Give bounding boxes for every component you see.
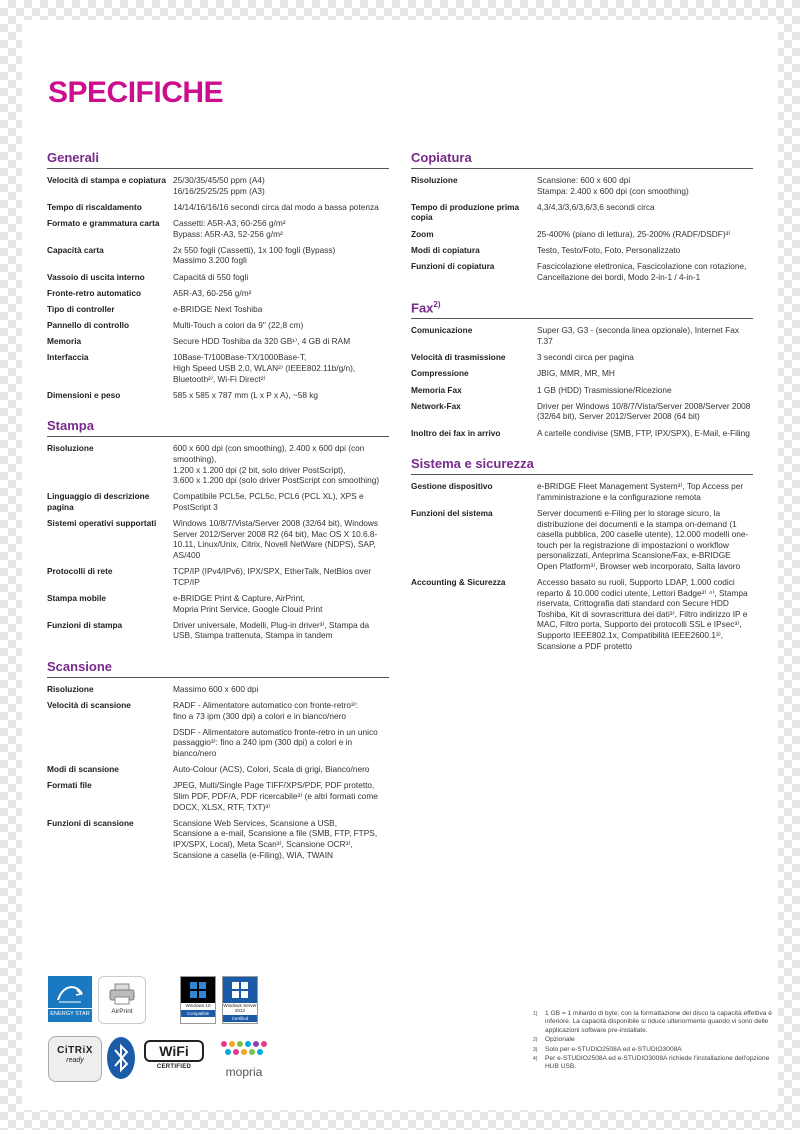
spec-value: 3 secondi circa per pagina — [537, 352, 634, 363]
spec-label: Memoria Fax — [411, 384, 462, 395]
spec-row — [47, 390, 389, 401]
energy-star-logo — [48, 976, 92, 1022]
windows-server-certified: Certified — [223, 1015, 257, 1022]
spec-label: Tempo di produzione prima copia — [411, 201, 520, 223]
spec-label: Comunicazione — [411, 325, 473, 336]
spec-row — [47, 764, 389, 775]
spec-row — [47, 593, 389, 614]
spec-label: Sistemi operativi supportati — [47, 518, 157, 529]
spec-value: RADF - Alimentatore automatico con fronte-retro³⁾: fino a 73 ipm (300 dpi) a colori e in bianco/nero — [173, 700, 359, 721]
spec-label: Funzioni di stampa — [47, 619, 123, 630]
certification-logos — [48, 976, 288, 1096]
airprint-logo — [98, 976, 146, 1024]
section-heading — [411, 456, 753, 475]
spec-row — [47, 320, 389, 331]
section-heading-text: Fax — [411, 300, 434, 316]
spec-value: Capacità di 550 fogli — [173, 271, 249, 282]
spec-value: Testo, Testo/Foto, Foto, Personalizzato — [537, 244, 681, 255]
section-copiatura — [411, 150, 753, 282]
spec-label: Velocità di stampa e copiatura — [47, 175, 166, 185]
spec-value: 585 x 585 x 787 mm (L x P x A), ~58 kg — [173, 389, 319, 400]
spec-label: Compressione — [411, 368, 469, 379]
spec-row — [47, 700, 389, 721]
spec-row — [47, 780, 389, 812]
spec-row — [411, 481, 753, 502]
right-column — [411, 150, 753, 669]
spec-value: A cartelle condivise (SMB, FTP, IPX/SPX), E-Mail, e-Filing — [537, 427, 750, 438]
spec-value: 14/14/16/16/16 secondi circa dal modo a bassa potenza — [173, 201, 379, 212]
section-heading — [47, 659, 389, 678]
footnote-text: Opzionale — [545, 1036, 575, 1044]
spec-label: Inoltro dei fax in arrivo — [411, 427, 501, 438]
spec-value: Secure HDD Toshiba da 320 GB¹⁾, 4 GB di RAM — [173, 336, 351, 347]
spec-label: Fronte-retro automatico — [47, 287, 142, 298]
footnote-marker: 2) — [433, 300, 441, 310]
spec-row — [411, 202, 753, 223]
spec-label: Interfaccia — [47, 352, 89, 363]
spec-row — [47, 218, 389, 239]
spec-value: e-BRIDGE Next Toshiba — [173, 303, 263, 314]
spec-value: e-BRIDGE Print & Capture, AirPrint, Mopria Print Service, Google Cloud Print — [173, 592, 323, 614]
spec-label: Risoluzione — [47, 683, 94, 694]
spec-row — [411, 368, 753, 379]
spec-value: 25/30/35/45/50 ppm (A4) 16/16/25/25/25 ppm (A3) — [173, 175, 265, 196]
spec-label: Funzioni di copiatura — [411, 260, 495, 271]
footnote-text: Solo per e-STUDIO2508A ed e-STUDIO3008A — [545, 1045, 682, 1053]
spec-label: Memoria — [47, 336, 82, 347]
spec-value: TCP/IP (IPv4/IPv6), IPX/SPX, EtherTalk, NetBios over TCP/IP — [173, 566, 372, 587]
spec-label: Tempo di riscaldamento — [47, 201, 142, 212]
spec-label: Capacità carta — [47, 244, 104, 255]
spec-row — [47, 620, 389, 641]
spec-label: Accounting & Sicurezza — [411, 577, 506, 588]
section-heading — [411, 150, 753, 169]
windows-server-2012-logo — [222, 976, 258, 1024]
spec-label: Linguaggio di descrizione pagina — [47, 491, 150, 512]
spec-value: Scansione: 600 x 600 dpi Stampa: 2.400 x 600 dpi (con smoothing) — [537, 175, 689, 196]
spec-row — [411, 352, 753, 363]
spec-label: Modi di copiatura — [411, 244, 480, 255]
wifi-label: WiFi — [144, 1040, 204, 1062]
spec-row — [47, 566, 389, 587]
wifi-certified-label: CERTIFIED — [156, 1064, 192, 1070]
spec-row — [411, 229, 753, 240]
footnote — [533, 1055, 773, 1072]
spec-value: 600 x 600 dpi (con smoothing), 2.400 x 600 dpi (con smoothing), 1.200 x 1.200 dpi (2 bit, solo driver PostScript), 3.600 x 1.200 dpi (solo driver PostScript con smoothing) — [173, 443, 380, 486]
windows-10-logo — [180, 976, 216, 1024]
section-heading — [47, 150, 389, 169]
spec-value: Fascicolazione elettronica, Fascicolazione con rotazione, Cancellazione dei bordi, Modo 2-in-1 / 4-in-1 — [537, 260, 747, 282]
spec-label: Gestione dispositivo — [411, 481, 493, 492]
spec-label: Funzioni del sistema — [411, 507, 493, 518]
section-heading-text: Stampa — [47, 418, 94, 434]
spec-row — [47, 352, 389, 384]
spec-value: Windows 10/8/7/Vista/Server 2008 (32/64 bit), Windows Server 2012/Server 2008 R2 (64 bit), Mac OS X 10.6.8-10.11, Linux/Unix, Citrix, Novell NetWare (NDPS), SAP, AS/400 — [173, 518, 379, 560]
spec-row — [411, 261, 753, 282]
left-column — [47, 150, 389, 878]
section-heading-text: Generali — [47, 150, 100, 165]
windows-10-compatible: Compatible — [181, 1010, 215, 1017]
spec-label: Pannello di controllo — [47, 320, 130, 331]
footnote — [533, 1010, 773, 1035]
spec-value: Massimo 600 x 600 dpi — [173, 683, 259, 694]
spec-value: 2x 550 fogli (Cassetti), 1x 100 fogli (Bypass) Massimo 3.200 fogli — [173, 244, 336, 266]
spec-label: Velocità di trasmissione — [411, 352, 506, 363]
spec-value: Auto-Colour (ACS), Colori, Scala di grigi, Bianco/nero — [173, 764, 370, 775]
spec-row — [411, 325, 753, 346]
spec-value: 4,3/4,3/3,6/3,6/3,6 secondi circa — [537, 201, 655, 212]
footnote — [533, 1036, 773, 1044]
spec-label: Modi di scansione — [47, 764, 119, 775]
spec-row — [47, 175, 389, 196]
spec-label: Protocolli di rete — [47, 566, 113, 577]
spec-label: Zoom — [411, 228, 434, 239]
spec-row — [47, 818, 389, 860]
citrix-label: CiTRiX — [57, 1045, 93, 1056]
spec-row — [411, 577, 753, 651]
section-fax — [411, 300, 753, 438]
spec-label: Formati file — [47, 780, 92, 791]
energy-star-label: ENERGY STAR — [48, 1008, 92, 1017]
section-heading-text: Copiatura — [411, 150, 472, 165]
spec-label: Network-Fax — [411, 400, 461, 411]
bluetooth-icon — [106, 1036, 136, 1080]
spec-row — [47, 491, 389, 512]
windows-icon — [232, 982, 248, 998]
spec-value: Multi-Touch a colori da 9" (22,8 cm) — [173, 320, 304, 331]
footnote-number: 2) — [533, 1037, 538, 1044]
spec-label: Dimensioni e peso — [47, 389, 121, 400]
spec-label — [47, 727, 173, 759]
spec-label: Formato e grammatura carta — [47, 217, 160, 228]
footnote-number: 4) — [533, 1056, 538, 1063]
mopria-label: mopria — [225, 1065, 263, 1079]
spec-row — [411, 428, 753, 439]
spec-value: A5R-A3, 60-256 g/m² — [173, 287, 252, 298]
section-stampa — [47, 418, 389, 640]
footnote-number: 3) — [533, 1046, 538, 1053]
spec-value: e-BRIDGE Fleet Management System³⁾, Top Access per l'amministrazione e la configurazione remota — [537, 481, 744, 502]
spec-value: Server documenti e-Filing per lo storage sicuro, la distribuzione dei documenti e la stampa on-demand (1 casella pubblica, 200 caselle utente), 12.000 modelli one-touch per la registrazione di impostazioni o workflow personalizzati, Anteprima Scansione/Fax, e-BRIDGE Open Platform³⁾, Browser web incorporato, Salta lavoro — [537, 507, 749, 571]
footnote-text: 1 GB = 1 miliardo di byte; con la formattazione del disco la capacità effettiva è inferiore. La capacità disponibile si riduce ulteriormente quando vi sono delle applicazioni software pre-installate. — [545, 1010, 772, 1034]
section-heading — [411, 300, 753, 319]
spec-row — [411, 175, 753, 196]
section-sistema-e-sicurezza — [411, 456, 753, 651]
page-title: SPECIFICHE — [48, 76, 224, 109]
mopria-logo — [212, 1038, 276, 1082]
footnotes — [533, 1010, 773, 1073]
spec-row — [47, 288, 389, 299]
spec-value: Super G3, G3 - (seconda linea opzionale), Internet Fax T.37 — [537, 325, 740, 347]
airprint-label: AirPrint — [111, 1008, 133, 1015]
spec-row — [411, 245, 753, 256]
spec-value: DSDF - Alimentatore automatico fronte-retro in un unico passaggio³⁾: fino a 240 ipm (300 dpi) a colori e in bianco/nero — [173, 726, 378, 759]
spec-row — [411, 385, 753, 396]
spec-value: 25-400% (piano di lettura), 25-200% (RADF/DSDF)³⁾ — [537, 228, 731, 239]
windows-server-2012-label: Windows Server 2012 — [223, 1003, 257, 1013]
spec-value: 10Base-T/100Base-TX/1000Base-T, High Speed USB 2.0, WLAN²⁾ (IEEE802.11b/g/n), Bluetooth²⁾, Wi-Fi Direct²⁾ — [173, 352, 356, 384]
spec-sheet-page — [22, 20, 778, 1110]
energy-star-icon — [55, 982, 85, 1006]
spec-row — [47, 304, 389, 315]
section-heading — [47, 418, 389, 437]
section-heading-text: Scansione — [47, 658, 113, 674]
spec-label: Stampa mobile — [47, 592, 107, 603]
footnote-number: 1) — [533, 1011, 538, 1017]
spec-row — [47, 727, 389, 759]
spec-label: Tipo di controller — [47, 303, 115, 314]
spec-row — [47, 684, 389, 695]
spec-value: JBIG, MMR, MR, MH — [537, 368, 615, 379]
spec-value: Scansione Web Services, Scansione a USB, Scansione a e-mail, Scansione a file (SMB, FTP, FTPS, IPX/SPX, Local), Meta Scan³⁾, Scansione OCR³⁾, Scansione a casella (e-Filing), WIA, TWAIN — [173, 817, 378, 860]
spec-row — [47, 202, 389, 213]
footnote-text: Per e-STUDIO2508A ed e-STUDIO3008A richiede l'installazione dell'opzione HUB USB. — [545, 1055, 770, 1071]
spec-value: Driver universale, Modelli, Plug-in driver³⁾, Stampa da USB, Stampa trattenuta, Stampa in tandem — [173, 619, 370, 641]
spec-row — [411, 401, 753, 422]
windows-10-label: Windows 10 — [185, 1003, 211, 1008]
printer-icon — [108, 983, 136, 1005]
wifi-certified-logo — [144, 1040, 204, 1080]
spec-label: Risoluzione — [47, 443, 94, 454]
spec-value: Cassetti: A5R-A3, 60-256 g/m² Bypass: A5R-A3, 52-256 g/m² — [173, 217, 286, 239]
citrix-ready-label: ready — [66, 1057, 84, 1064]
spec-row — [47, 336, 389, 347]
mopria-dots-icon — [214, 1038, 274, 1062]
spec-label: Funzioni di scansione — [47, 817, 134, 828]
spec-row — [47, 443, 389, 485]
spec-value: 1 GB (HDD) Trasmissione/Ricezione — [537, 384, 672, 395]
spec-label: Risoluzione — [411, 175, 458, 185]
spec-value: Accesso basato su ruoli, Supporto LDAP, 1.000 codici reparto & 10.000 codici utente, Lettori Badge²⁾ ⁴⁾, Stampa riservata, Crittografia dati standard con Secure HDD Toshiba, Kit di sovrascrittura dei dati³⁾, Filtro indirizzo IP e MAC, Filtro porta, Supporto dei protocolli SSL e IPsec³⁾, Supporto IEEE802.1x, Compatibilità IEEE2600.1³⁾, Scansione a PDF protetto — [537, 577, 748, 651]
spec-value: Compatibile PCL5e, PCL5c, PCL6 (PCL XL), XPS e PostScript 3 — [173, 491, 364, 512]
windows-icon — [190, 982, 206, 998]
section-generali — [47, 150, 389, 400]
spec-row — [47, 272, 389, 283]
spec-label: Vassoio di uscita interno — [47, 271, 145, 282]
spec-label: Velocità di scansione — [47, 700, 131, 711]
spec-row — [411, 508, 753, 572]
citrix-ready-logo — [48, 1036, 102, 1082]
section-heading-text: Sistema e sicurezza — [411, 456, 534, 472]
spec-value: JPEG, Multi/Single Page TIFF/XPS/PDF, PDF protetto, Slim PDF, PDF/A, PDF ricercabile³⁾ (e altri formati come DOCX, XLSX, RTF, TXT)³⁾ — [173, 780, 378, 812]
spec-value: Driver per Windows 10/8/7/Vista/Server 2008/Server 2008 (32/64 bit), Server 2012/Server 2008 (64 bit) — [537, 400, 751, 422]
spec-row — [47, 245, 389, 266]
spec-row — [47, 518, 389, 560]
footnote — [533, 1046, 773, 1054]
section-scansione — [47, 659, 389, 860]
